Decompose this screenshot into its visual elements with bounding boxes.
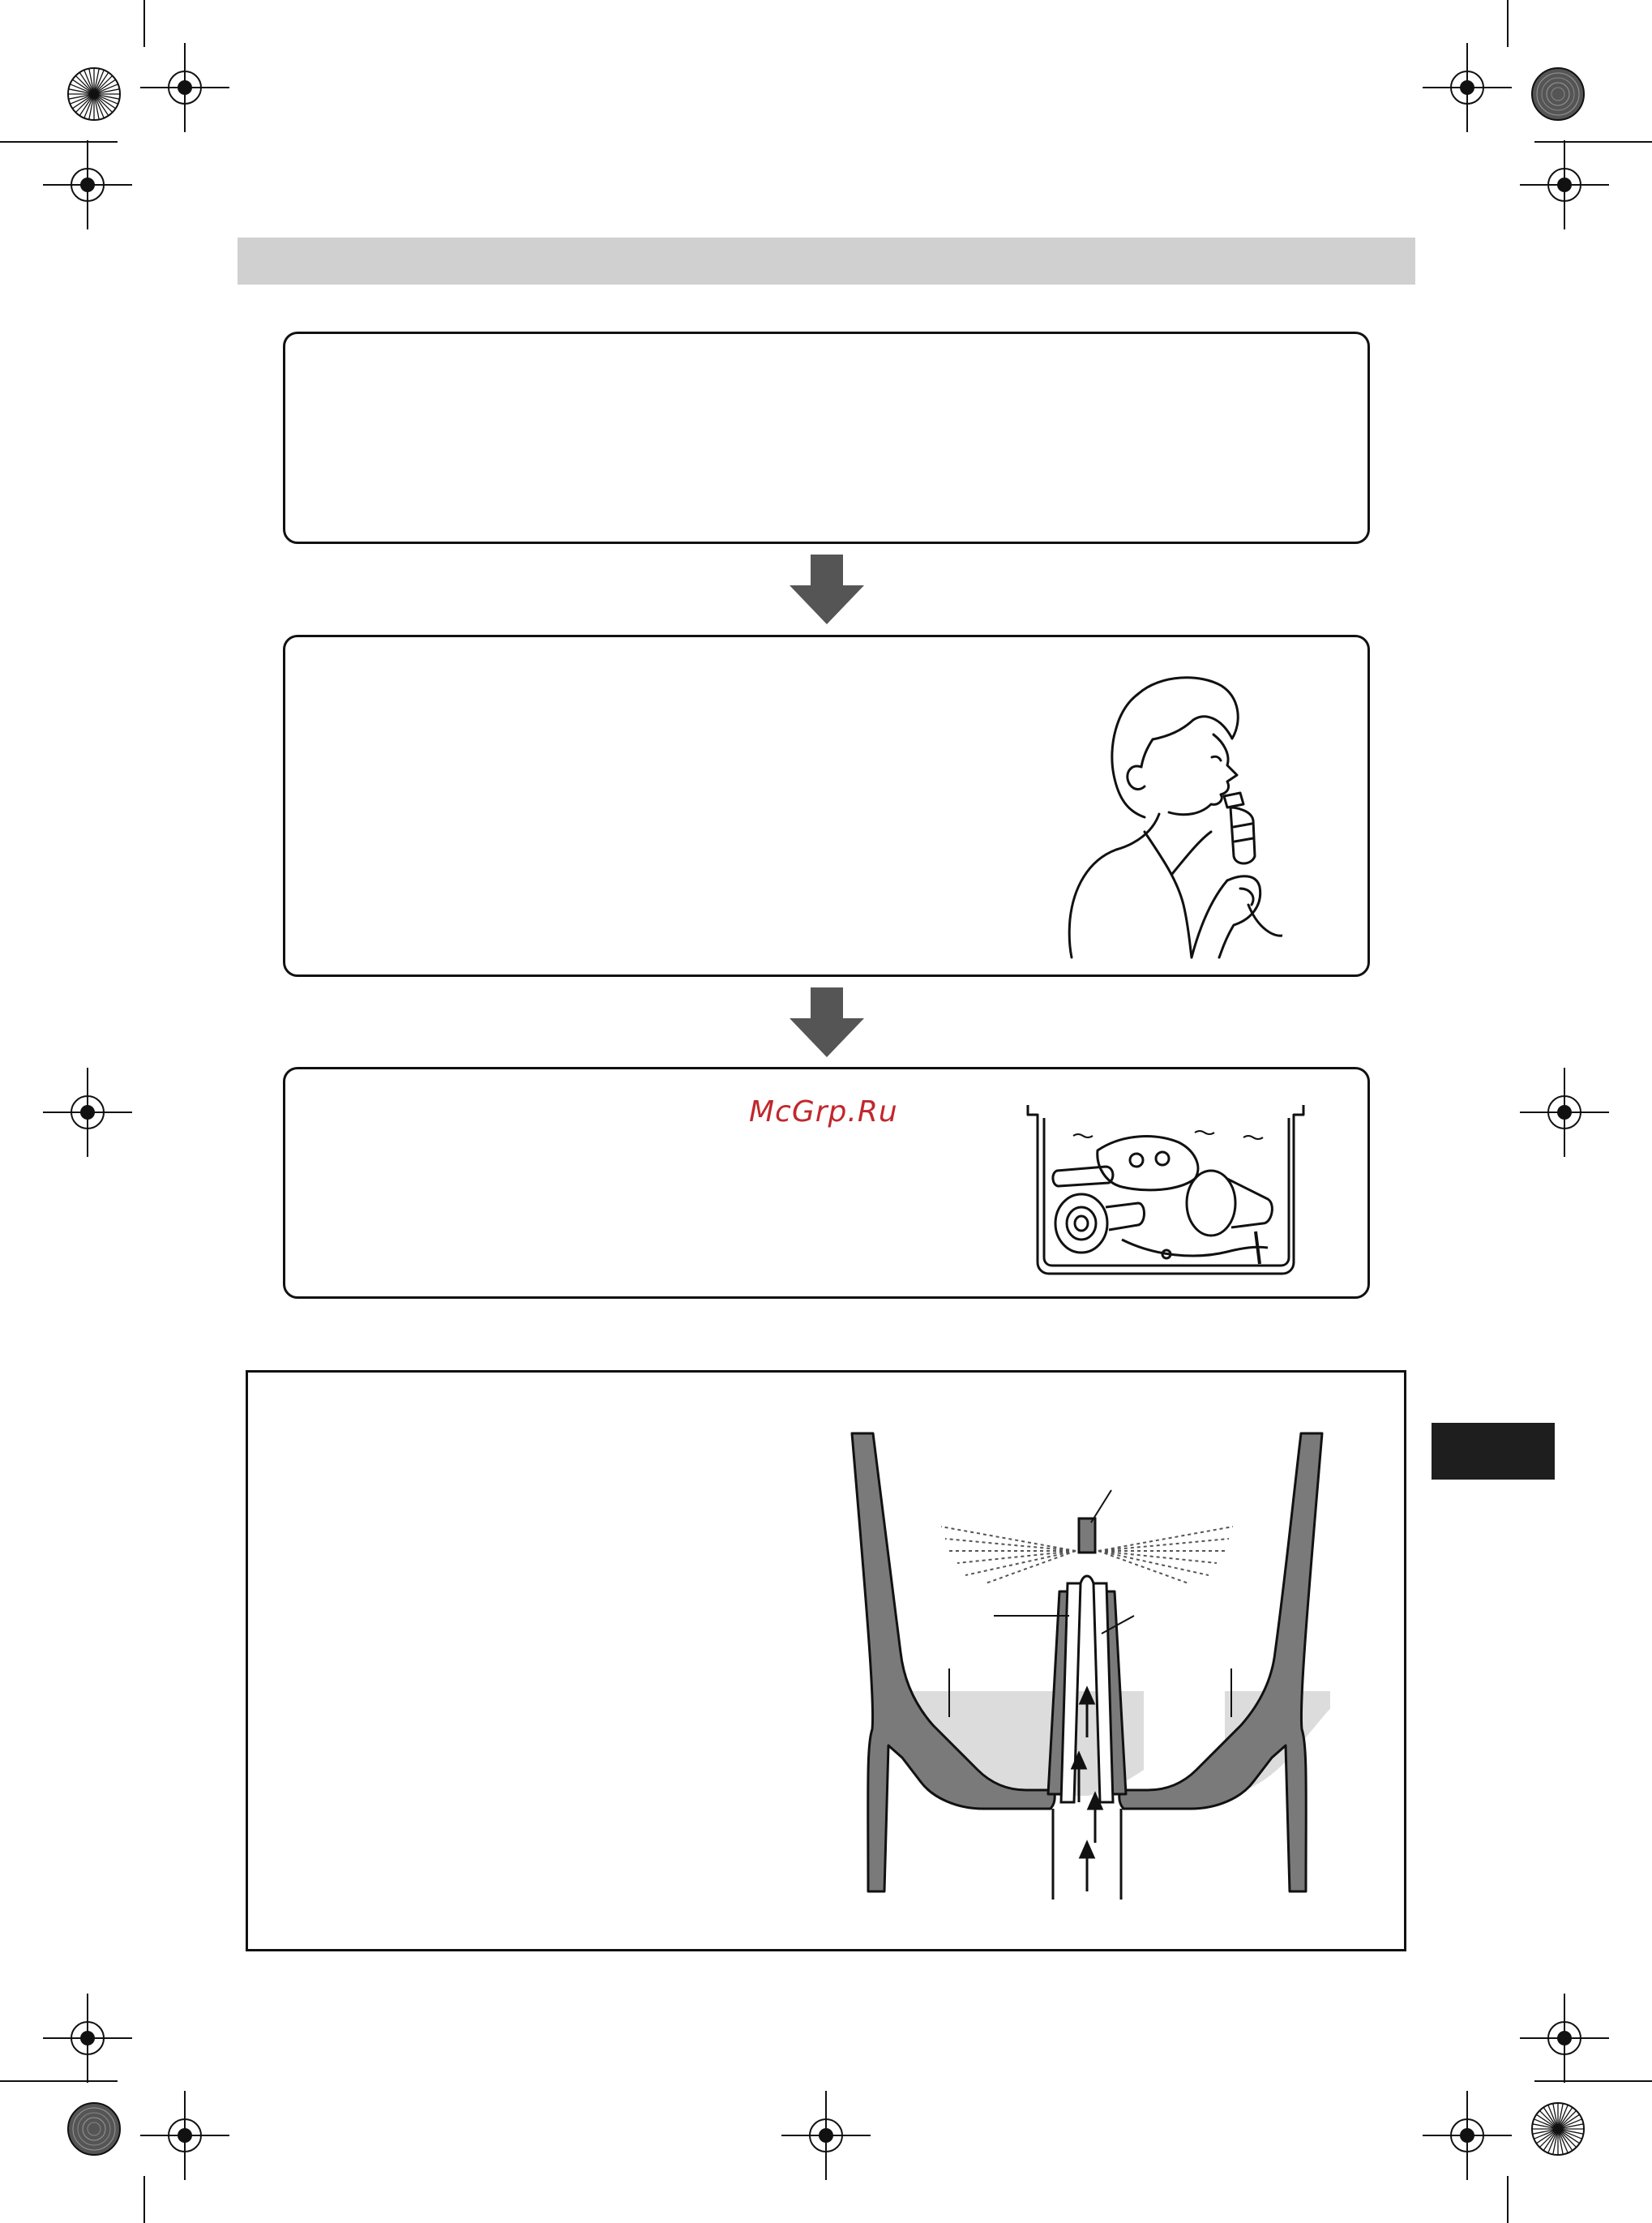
header-band [238, 238, 1415, 285]
flow-arrow-down-icon [788, 555, 866, 626]
step-2-box [283, 635, 1370, 977]
nebulizer-parts-soaking-illustration [1025, 1102, 1325, 1280]
nebulizer-cross-section-diagram [844, 1421, 1330, 1908]
section-tab [1432, 1423, 1555, 1480]
watermark-text: McGrp.Ru [749, 1095, 898, 1129]
nebulizer-diagram-frame [246, 1370, 1406, 1951]
step-1-box [283, 332, 1370, 544]
person-using-nebulizer-illustration [1039, 662, 1282, 962]
flow-arrow-down-icon [788, 987, 866, 1059]
